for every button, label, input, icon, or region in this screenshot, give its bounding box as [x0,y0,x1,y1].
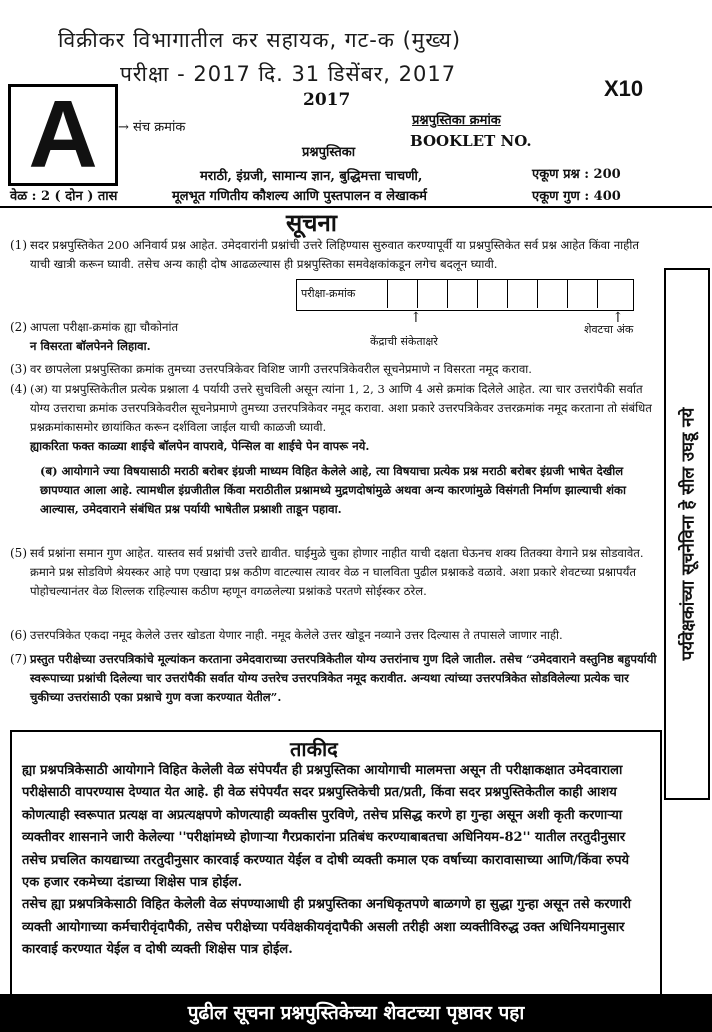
roll-digit-cell[interactable] [567,280,598,308]
handwritten-title-line1: विक्रीकर विभागातील कर सहायक, गट-क (मुख्य) [58,28,462,52]
instruction-4b: (ब) आयोगाने ज्या विषयासाठी मराठी बरोबर इंग्रजी माध्यम विहित केलेले आहे, त्या विषयाचा प्रत्येक प्रश्न मराठी बरोबर इंग्रजी भाषेत देखील छापण्यात आला आहे. त्यामधील इंग्रजीतील किंवा मराठीतील प्रश्नामध्ये मुद्रणदोषांमुळे अथवा अन्य कारणांमुळे विसंगती निर्माण झाल्याची शंका आल्यास, उमेदवाराने संबंधित प्रश्न पर्यायी भाषेतील प्रश्नाशी ताडून पहावा. [40,464,626,516]
instruction-num: (1) [10,238,27,252]
instruction-num: (4) [10,382,27,396]
instruction-num: (7) [10,652,27,666]
set-code: X10 [604,76,644,101]
booklet-label: प्रश्नपुस्तिका [302,145,356,160]
seal-side-note [664,268,710,800]
series-label: → संच क्रमांक [118,120,186,135]
footer-banner: पुढील सूचना प्रश्नपुस्तिकेच्या शेवटच्या पृष्ठावर पहा [0,994,712,1032]
year: 2017 [303,90,351,110]
roll-number-label: परीक्षा-क्रमांक [301,287,356,300]
centre-arrow-icon: ↑ [410,310,422,326]
instruction-2-bold: न विसरता बॉलपेनने लिहावा. [30,339,151,353]
roll-digit-cell[interactable] [387,280,418,308]
roll-digit-cell[interactable] [597,280,628,308]
booklet-no-marathi: प्रश्नपुस्तिका क्रमांक [412,113,501,128]
instruction-4a [30,380,658,456]
instruction-num: (3) [10,362,27,376]
series-letter-box: A [8,84,118,186]
roll-digit-cell[interactable] [507,280,538,308]
instruction-num: (5) [10,546,27,560]
header-divider [0,206,712,208]
warning-title: ताकीद [290,737,338,761]
instruction-5: सर्व प्रश्नांना समान गुण आहेत. यास्तव सर्व प्रश्नांची उत्तरे द्यावीत. घाईमुळे चुका होणार नाहीत याची दक्षता घेऊनच शक्य तितक्या वेगाने प्रश्न सोडवावेत. क्रमाने प्रश्न सोडविणे श्रेयस्कर आहे पण एखादा प्रश्न कठीण वाटल्यास त्यावर वेळ न घालविता पुढील प्रश्नाकडे वळावे. अशा प्रकारे शेवटच्या प्रश्नापर्यंत पोहोचल्यानंतर वेळ शिल्लक राहिल्यास कठीण म्हणून वगळलेल्या प्रश्नांकडे परतणे सोईस्कर ठरेल. [30,546,644,598]
warning-text-2: तसेच ह्या प्रश्नपत्रिकेसाठी विहित केलेली वेळ संपण्याआधी ही प्रश्नपुस्तिका अनधिकृतपणे बाळगणे हा सुद्धा गुन्हा असून तसे करणारी व्यक्ती आयोगाच्या कर्मचारीवृंदापैकी, तसेच परीक्षेच्या पर्यवेक्षकीयवृंदापैकी असली तरीही अशा व्यक्तीविरुद्ध उक्त अधिनियमानुसार कारवाई करण्यात येईल व दोषी व्यक्ती शिक्षेस पात्र होईल. [22,897,631,958]
roll-digit-cell[interactable] [417,280,448,308]
instruction-4a-text: (अ) या प्रश्नपुस्तिकेतील प्रत्येक प्रश्नाला 4 पर्यायी उत्तरे सुचविली असून त्यांना 1, 2, 3 आणि 4 असे क्रमांक दिलेले आहेत. त्या चार उत्तरांपैकी सर्वात योग्य उत्तराचा क्रमांक उत्तरपत्रिकेवरील सूचनेप्रमाणे तुमच्या उत्तरपत्रिकेवर नमूद करावा. अशा प्रकारे उत्तरपत्रिकेवर उत्तरक्रमांक नमूद करताना तो संबंधित प्रश्नक्रमांकासमोर छायांकित करून दर्शविला जाईल याची काळजी घ्यावी. [30,382,652,434]
instruction-4a-bold: ह्याकरिता फक्त काळ्या शाईचे बॉलपेन वापरावे, पेन्सिल वा शाईचे पेन वापरू नये. [30,439,370,453]
last-digit-arrow-icon: ↑ [612,310,624,326]
instruction-num: (6) [10,628,27,642]
roll-digit-cell[interactable] [447,280,478,308]
warning-text: ह्या प्रश्नपत्रिकेसाठी आयोगाने विहित केलेली वेळ संपेपर्यंत ही प्रश्नपुस्तिका आयोगाची मालमत्ता असून ती परीक्षाकक्षात उमेदवाराला परीक्षेसाठी वापरण्यास देण्यात येत आहे. ही वेळ संपेपर्यंत सदर प्रश्नपुस्तिकेची प्रत/प्रती, किंवा सदर प्रश्नपुस्तिकेतील काही आशय कोणत्याही स्वरूपात प्रत्यक्ष वा अप्रत्यक्षपणे कोणत्याही व्यक्तीस पुरविणे, तसेच प्रसिद्ध करणे हा गुन्हा असून अशी कृती करणाऱ्या व्यक्तीवर शासनाने जारी केलेल्या ''परीक्षांमध्ये होणाऱ्या गैरप्रकारांना प्रतिबंध करण्याबाबतचा अधिनियम-82'' यातील तरतुदीनुसार तसेच प्रचलित कायद्याच्या तरतुदीनुसार कारवाई करण्यात येईल व दोषी व्यक्ती कमाल एक वर्षाच्या कारावासाच्या आणि/किंवा रुपये एक हजार रकमेच्या दंडाच्या शिक्षेस पात्र होईल. [22,763,630,891]
instruction-num: (2) [10,320,27,334]
last-digit-label: शेवटचा अंक [584,323,634,336]
handwritten-title-line2: परीक्षा - 2017 दि. 31 डिसेंबर, 2017 [120,62,457,86]
instruction-1: सदर प्रश्नपुस्तिकेत 200 अनिवार्य प्रश्न आहेत. उमेदवारांनी प्रश्नांची उत्तरे लिहिण्यास सुरुवात करण्यापूर्वी या प्रश्नपुस्तिकेत सर्व प्रश्न आहेत किंवा नाहीत याची खात्री करून घ्यावी. तसेच अन्य काही दोष आढळल्यास ही प्रश्नपुस्तिका समवेक्षकांकडून लगेच बदलून घ्यावी. [30,238,639,271]
instruction-2-text: आपला परीक्षा-क्रमांक ह्या चौकोनांत [30,320,179,334]
instruction-2 [30,318,280,356]
seal-note-text: पर्यवेक्षकांच्या सूचनेविना हे सील उघडू नये [678,407,699,661]
instructions-title: सूचना [286,208,337,237]
instruction-3: वर छापलेला प्रश्नपुस्तिका क्रमांक तुमच्या उत्तरपत्रिकेवर विशिष्ट जागी उत्तरपत्रिकेवरील सूचनेप्रमाणे न विसरता नमूद करावा. [30,362,532,376]
exam-time: वेळ : 2 ( दोन ) तास [10,189,118,204]
instruction-6: उत्तरपत्रिकेत एकदा नमूद केलेले उत्तर खोडता येणार नाही. नमूद केलेले उत्तर खोडून नव्याने उत्तर दिल्यास ते तपासले जाणार नाही. [30,628,563,642]
total-questions: एकूण प्रश्न : 200 [532,167,621,182]
centre-code-label: केंद्राची संकेताक्षरे [370,335,438,348]
roll-number-box [296,279,634,311]
booklet-no-english: BOOKLET NO. [410,132,532,150]
subjects-line1: मराठी, इंग्रजी, सामान्य ज्ञान, बुद्धिमत्ता चाचणी, [200,169,423,184]
instruction-7: प्रस्तुत परीक्षेच्या उत्तरपत्रिकांचे मूल्यांकन करताना उमेदवाराच्या उत्तरपत्रिकेतील योग्य उत्तरांनाच गुण दिले जातील. तसेच “उमेदवाराने वस्तुनिष्ठ बहुपर्यायी स्वरूपाच्या प्रश्नांची दिलेल्या चार उत्तरांपैकी सर्वात योग्य उत्तरेच उत्तरपत्रिकेत नमूद करावीत. अन्यथा त्यांच्या उत्तरपत्रिकेत सोडविलेल्या प्रत्येक चार चुकीच्या उत्तरांसाठी एका प्रश्नाचे गुण वजा करण्यात येतील”. [30,652,657,704]
subjects-line2: मूलभूत गणितीय कौशल्य आणि पुस्तपालन व लेखाकर्म [172,189,427,204]
warning-body [22,760,650,962]
total-marks: एकूण गुण : 400 [532,189,621,204]
roll-digit-cell[interactable] [477,280,508,308]
roll-digit-cell[interactable] [537,280,568,308]
